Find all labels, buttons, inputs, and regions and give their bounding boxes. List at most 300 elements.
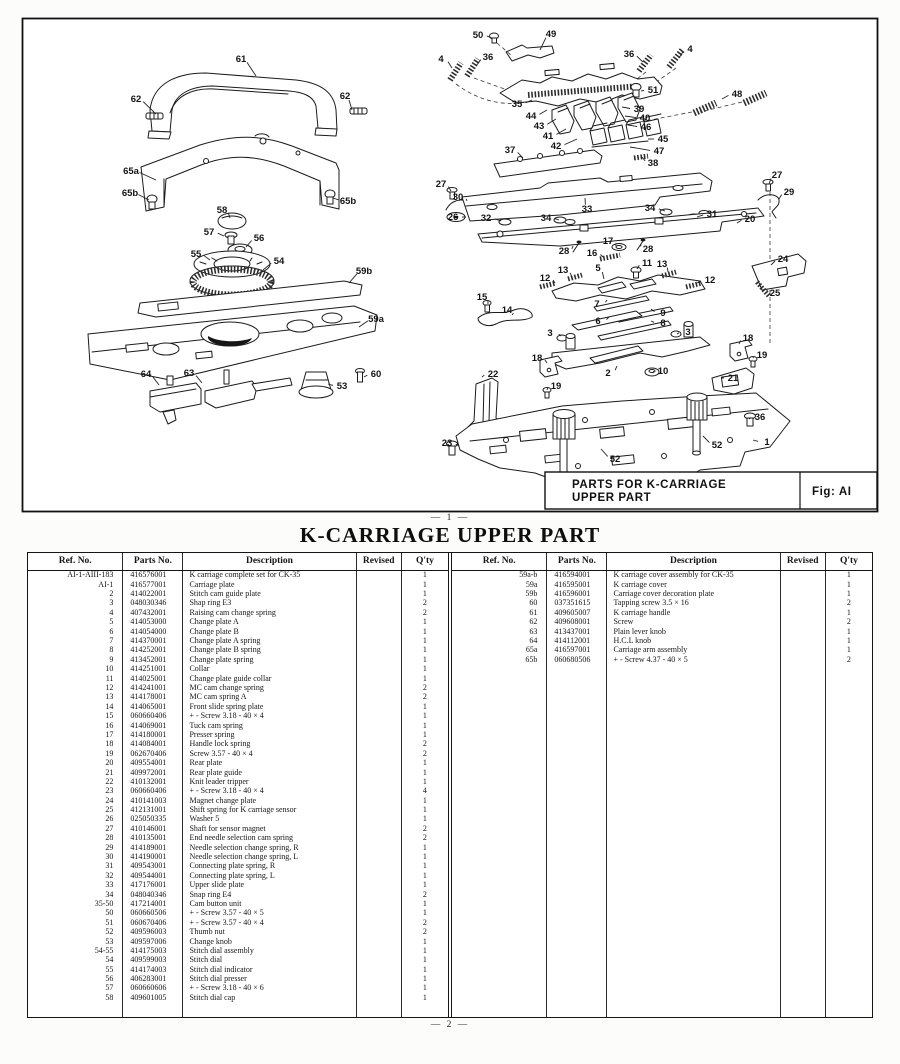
revised-cell <box>356 843 401 852</box>
parts-no-cell: 416576001 <box>123 571 183 581</box>
parts-no-cell: 048040346 <box>123 890 183 899</box>
qty-cell: 2 <box>401 928 448 937</box>
part-ref-label: 19 <box>550 381 562 393</box>
description-cell: Shaft for sensor magnet <box>183 825 356 834</box>
part-ref-label: 28 <box>558 246 570 258</box>
table-row <box>452 656 872 665</box>
qty-cell: 1 <box>401 646 448 655</box>
ref-no-cell: 59a-b <box>519 570 538 580</box>
table-row <box>452 599 872 608</box>
ref-no-cell: 61 <box>529 608 538 617</box>
description-cell: MC cam change spring <box>183 684 356 693</box>
revised-cell <box>356 834 401 843</box>
ref-no-cell: 2 <box>109 589 114 599</box>
description-cell: MC cam spring A <box>183 693 356 702</box>
parts-no-cell: 414069001 <box>123 721 183 730</box>
parts-no-cell: 060680506 <box>547 656 607 665</box>
part-ref-label: 11 <box>641 258 653 270</box>
header-qty: Q'ty <box>825 553 872 571</box>
table-row <box>28 918 448 927</box>
parts-no-cell: 025050335 <box>123 815 183 824</box>
table-row <box>28 890 448 899</box>
revised-cell <box>356 590 401 599</box>
part-ref-label: 61 <box>235 54 247 66</box>
revised-cell <box>780 637 825 646</box>
revised-cell <box>356 721 401 730</box>
revised-cell <box>356 956 401 965</box>
part-ref-label: 34 <box>644 203 656 215</box>
part-ref-label: 30 <box>452 192 464 204</box>
part-ref-label: 38 <box>647 158 659 170</box>
part-ref-label: 6 <box>595 316 601 328</box>
parts-no-cell: 414054000 <box>123 627 183 636</box>
revised-cell <box>356 787 401 796</box>
parts-no-cell: 413452001 <box>123 656 183 665</box>
part-ref-label: 42 <box>550 141 562 153</box>
part-ref-label: 41 <box>542 131 554 143</box>
table-row <box>28 665 448 674</box>
ref-no-cell: 32 <box>105 871 114 880</box>
revised-cell <box>356 637 401 646</box>
part-ref-label: 59b <box>355 266 373 278</box>
revised-cell <box>356 665 401 674</box>
qty-cell: 1 <box>401 778 448 787</box>
qty-cell: 1 <box>401 872 448 881</box>
table-header-row <box>28 553 448 571</box>
revised-cell <box>356 684 401 693</box>
parts-no-cell: 416597001 <box>547 646 607 655</box>
description-cell: K carriage handle <box>607 609 780 618</box>
header-parts-no: Parts No. <box>123 553 183 571</box>
ref-no-cell: 3 <box>109 599 114 608</box>
table-row <box>28 731 448 740</box>
parts-no-cell: 412131001 <box>123 806 183 815</box>
part-ref-label: 32 <box>480 213 492 225</box>
revised-cell <box>356 656 401 665</box>
parts-no-cell: 416594001 <box>547 571 607 581</box>
parts-no-cell: 417176001 <box>123 881 183 890</box>
description-cell: K carriage cover assembly for CK-35 <box>607 571 780 581</box>
description-cell: Stitch dial cap <box>183 994 356 1003</box>
parts-no-cell: 414241001 <box>123 684 183 693</box>
part-ref-label: 12 <box>704 275 716 287</box>
table-row <box>28 712 448 721</box>
table-row <box>28 702 448 711</box>
revised-cell <box>356 815 401 824</box>
table-row <box>28 928 448 937</box>
description-cell: Knit leader tripper <box>183 778 356 787</box>
part-ref-label: 58 <box>216 205 228 217</box>
page-number-1: — 1 — <box>430 513 470 523</box>
parts-no-cell: 414022001 <box>123 590 183 599</box>
part-ref-label: 45 <box>657 134 669 146</box>
description-cell: Shap ring E3 <box>183 599 356 608</box>
qty-cell: 1 <box>401 637 448 646</box>
parts-no-cell: 414190001 <box>123 853 183 862</box>
revised-cell <box>780 656 825 665</box>
revised-cell <box>780 599 825 608</box>
qty-cell: 1 <box>401 656 448 665</box>
revised-cell <box>780 580 825 589</box>
description-cell: + - Screw 3.18 - 40 × 4 <box>183 712 356 721</box>
qty-cell: 2 <box>401 834 448 843</box>
parts-no-cell: 414252001 <box>123 646 183 655</box>
part-ref-label: 22 <box>487 369 499 381</box>
revised-cell <box>356 571 401 581</box>
ref-no-cell: 56 <box>105 974 114 984</box>
part-ref-label: 56 <box>253 233 265 245</box>
description-cell: Plain lever knob <box>607 627 780 636</box>
part-ref-label: 14 <box>501 305 513 317</box>
caption-line2: UPPER PART <box>572 492 652 504</box>
parts-no-cell: 414174003 <box>123 965 183 974</box>
description-cell: Change plate B <box>183 627 356 636</box>
part-ref-label: 4 <box>687 44 693 56</box>
parts-no-cell: 060670406 <box>123 918 183 927</box>
parts-no-cell: 409972001 <box>123 768 183 777</box>
table-row <box>28 637 448 646</box>
description-cell: + - Screw 3.18 - 40 × 4 <box>183 787 356 796</box>
part-ref-label: 63 <box>183 368 195 380</box>
header-description: Description <box>607 553 780 571</box>
part-ref-label: 52 <box>711 440 723 452</box>
qty-cell: 1 <box>401 815 448 824</box>
table-row <box>452 571 872 581</box>
parts-no-cell: 406283001 <box>123 975 183 984</box>
qty-cell: 1 <box>401 712 448 721</box>
qty-cell: 2 <box>825 599 872 608</box>
table-row <box>28 759 448 768</box>
table-row <box>28 853 448 862</box>
ref-no-cell: 62 <box>529 617 538 627</box>
table-header-row <box>452 553 872 571</box>
part-ref-label: 51 <box>647 85 659 97</box>
ref-no-cell: 26 <box>105 815 114 824</box>
description-cell: Thumb nut <box>183 928 356 937</box>
parts-no-cell: 409605007 <box>547 609 607 618</box>
qty-cell: 1 <box>401 994 448 1003</box>
exploded-parts-diagram <box>0 0 900 520</box>
parts-no-cell: 414175003 <box>123 947 183 956</box>
revised-cell <box>356 759 401 768</box>
parts-no-cell: 410146001 <box>123 825 183 834</box>
qty-cell: 1 <box>401 590 448 599</box>
ref-no-cell: 59a <box>525 580 538 589</box>
parts-no-cell: 414189001 <box>123 843 183 852</box>
ref-no-cell: 8 <box>109 646 114 655</box>
part-ref-label: 1 <box>764 437 770 449</box>
qty-cell: 2 <box>825 656 872 665</box>
parts-no-cell: 409544001 <box>123 872 183 881</box>
qty-cell: 2 <box>401 918 448 927</box>
part-ref-label: 33 <box>581 204 593 216</box>
table-row <box>452 646 872 655</box>
revised-cell <box>356 674 401 683</box>
ref-no-cell: 54 <box>105 956 114 965</box>
part-ref-label: 18 <box>742 333 754 345</box>
ref-no-cell: 19 <box>105 749 114 758</box>
qty-cell: 2 <box>401 684 448 693</box>
part-ref-label: 59a <box>368 314 384 326</box>
description-cell: Shift spring for K carriage sensor <box>183 806 356 815</box>
part-ref-label: 60 <box>370 369 382 381</box>
description-cell: Change plate spring <box>183 656 356 665</box>
table-row <box>452 637 872 646</box>
qty-cell: 1 <box>401 900 448 909</box>
description-cell: Change plate A spring <box>183 637 356 646</box>
part-ref-label: 40 <box>639 113 651 125</box>
description-cell: Presser spring <box>183 731 356 740</box>
parts-table <box>27 552 873 1018</box>
table-row <box>452 618 872 627</box>
part-ref-label: 21 <box>727 373 739 385</box>
ref-no-cell: 55 <box>105 965 114 974</box>
revised-cell <box>356 900 401 909</box>
qty-cell: 1 <box>825 590 872 599</box>
part-ref-label: 13 <box>557 265 569 277</box>
qty-cell: 1 <box>401 571 448 581</box>
parts-no-cell: 062670406 <box>123 749 183 758</box>
parts-no-cell: 417214001 <box>123 900 183 909</box>
part-ref-label: 53 <box>336 381 348 393</box>
qty-cell: 1 <box>401 806 448 815</box>
part-ref-label: 65b <box>339 196 357 208</box>
parts-no-cell: 410135001 <box>123 834 183 843</box>
header-revised: Revised <box>780 553 825 571</box>
part-ref-label: 23 <box>441 438 453 450</box>
qty-cell: 1 <box>401 580 448 589</box>
table-row <box>28 580 448 589</box>
ref-no-cell: 14 <box>105 702 114 711</box>
part-ref-label: 39 <box>633 104 645 116</box>
callout-leader-line <box>653 371 654 372</box>
ref-no-cell: 17 <box>105 730 114 739</box>
description-cell: Raising cam change spring <box>183 609 356 618</box>
revised-cell <box>356 627 401 636</box>
parts-no-cell: 409596003 <box>123 928 183 937</box>
qty-cell: 1 <box>401 947 448 956</box>
part-ref-label: 35 <box>511 99 523 111</box>
qty-cell: 1 <box>825 637 872 646</box>
parts-no-cell: 409601005 <box>123 994 183 1003</box>
part-ref-label: 4 <box>438 54 444 66</box>
ref-no-cell: 63 <box>529 627 538 636</box>
part-ref-label: 34 <box>540 213 552 225</box>
ref-no-cell: 4 <box>109 608 114 617</box>
revised-cell <box>356 947 401 956</box>
parts-no-cell: 060660506 <box>123 909 183 918</box>
part-ref-label: 10 <box>657 366 669 378</box>
ref-no-cell: 54-55 <box>94 946 114 955</box>
revised-cell <box>356 778 401 787</box>
table-row <box>28 656 448 665</box>
description-cell: Washer 5 <box>183 815 356 824</box>
revised-cell <box>780 609 825 618</box>
part-ref-label: 28 <box>642 244 654 256</box>
description-cell: + - Screw 3.18 - 40 × 6 <box>183 984 356 993</box>
description-cell: Stitch dial <box>183 956 356 965</box>
description-cell: Magnet change plate <box>183 796 356 805</box>
qty-cell: 1 <box>401 956 448 965</box>
part-ref-label: 24 <box>777 254 789 266</box>
part-ref-label: 31 <box>706 209 718 221</box>
description-cell: Carriage plate <box>183 580 356 589</box>
table-row <box>28 937 448 946</box>
filler-row <box>28 1003 448 1017</box>
parts-no-cell: 410141003 <box>123 796 183 805</box>
ref-no-cell: 33 <box>105 880 114 890</box>
revised-cell <box>356 862 401 871</box>
parts-no-cell: 414178001 <box>123 693 183 702</box>
qty-cell: 1 <box>401 937 448 946</box>
table-row <box>28 646 448 655</box>
part-ref-label: 18 <box>531 353 543 365</box>
part-ref-label: 2 <box>605 368 611 380</box>
description-cell: Tapping screw 3.5 × 16 <box>607 599 780 608</box>
description-cell: H.C.L knob <box>607 637 780 646</box>
part-ref-label: 36 <box>754 412 766 424</box>
revised-cell <box>356 928 401 937</box>
ref-no-cell: 6 <box>109 627 114 636</box>
parts-table-right <box>452 553 872 1017</box>
table-row <box>28 768 448 777</box>
table-row <box>28 693 448 702</box>
qty-cell: 1 <box>401 796 448 805</box>
description-cell: Change plate guide collar <box>183 674 356 683</box>
revised-cell <box>356 909 401 918</box>
revised-cell <box>780 646 825 655</box>
qty-cell: 1 <box>825 609 872 618</box>
ref-no-cell: 52 <box>105 927 114 937</box>
table-row <box>28 787 448 796</box>
qty-cell: 1 <box>401 881 448 890</box>
ref-no-cell: 27 <box>105 824 114 833</box>
revised-cell <box>356 702 401 711</box>
ref-no-cell: 65b <box>525 655 538 664</box>
description-cell: Rear plate <box>183 759 356 768</box>
table-row <box>28 778 448 787</box>
parts-no-cell: 409543001 <box>123 862 183 871</box>
description-cell: + - Screw 3.57 - 40 × 5 <box>183 909 356 918</box>
description-cell: Connecting plate spring, L <box>183 872 356 881</box>
ref-no-cell: 21 <box>105 768 114 777</box>
part-ref-label: 55 <box>190 249 202 261</box>
part-ref-label: 36 <box>623 49 635 61</box>
qty-cell: 2 <box>401 825 448 834</box>
parts-no-cell: 409599003 <box>123 956 183 965</box>
ref-no-cell: 59b <box>525 589 538 599</box>
description-cell: K carriage cover <box>607 580 780 589</box>
revised-cell <box>356 740 401 749</box>
table-row <box>28 975 448 984</box>
parts-no-cell: 414065001 <box>123 702 183 711</box>
part-ref-label: 9 <box>660 308 666 320</box>
part-ref-label: 37 <box>504 145 516 157</box>
ref-no-cell: 7 <box>109 636 114 646</box>
table-row <box>28 721 448 730</box>
parts-no-cell: 060660406 <box>123 787 183 796</box>
revised-cell <box>356 918 401 927</box>
ref-no-cell: 28 <box>105 833 114 843</box>
ref-no-cell: 22 <box>105 777 114 786</box>
table-row <box>452 609 872 618</box>
table-row <box>28 984 448 993</box>
parts-no-cell: 060660606 <box>123 984 183 993</box>
description-cell: Cam button unit <box>183 900 356 909</box>
revised-cell <box>356 872 401 881</box>
part-ref-label: 64 <box>140 369 152 381</box>
qty-cell: 2 <box>401 740 448 749</box>
ref-no-cell: AI-1 <box>98 580 114 589</box>
part-ref-label: 43 <box>533 121 545 133</box>
parts-no-cell: 048030346 <box>123 599 183 608</box>
revised-cell <box>356 994 401 1003</box>
part-ref-label: 54 <box>273 256 285 268</box>
description-cell: Rear plate guide <box>183 768 356 777</box>
callout-leader-line <box>753 356 754 358</box>
header-ref-no: Ref. No. <box>452 553 547 571</box>
table-row <box>28 590 448 599</box>
qty-cell: 1 <box>401 674 448 683</box>
qty-cell: 1 <box>401 731 448 740</box>
revised-cell <box>356 796 401 805</box>
qty-cell: 1 <box>401 965 448 974</box>
description-cell: + - Screw 3.57 - 40 × 4 <box>183 918 356 927</box>
description-cell: Snap ring E4 <box>183 890 356 899</box>
table-row <box>28 909 448 918</box>
parts-no-cell: 409554001 <box>123 759 183 768</box>
part-ref-label: 29 <box>783 187 795 199</box>
description-cell: Carriage arm assembly <box>607 646 780 655</box>
qty-cell: 1 <box>825 571 872 581</box>
revised-cell <box>780 618 825 627</box>
description-cell: K carriage complete set for CK-35 <box>183 571 356 581</box>
ref-no-cell: 15 <box>105 711 114 721</box>
ref-no-cell: 30 <box>105 852 114 862</box>
revised-cell <box>780 590 825 599</box>
revised-cell <box>356 965 401 974</box>
part-ref-label: 36 <box>482 52 494 64</box>
description-cell: Collar <box>183 665 356 674</box>
description-cell: Change plate B spring <box>183 646 356 655</box>
ref-no-cell: 12 <box>105 683 114 692</box>
diagram-caption-box <box>545 472 877 509</box>
description-cell: Change knob <box>183 937 356 946</box>
description-cell: Tuck cam spring <box>183 721 356 730</box>
description-cell: Screw 3.57 - 40 × 4 <box>183 749 356 758</box>
ref-no-cell: 51 <box>105 918 114 927</box>
description-cell: Front slide spring plate <box>183 702 356 711</box>
qty-cell: 1 <box>401 627 448 636</box>
ref-no-cell: 29 <box>105 843 114 852</box>
part-ref-label: 48 <box>731 89 743 101</box>
revised-cell <box>356 618 401 627</box>
parts-no-cell: 414251001 <box>123 665 183 674</box>
table-row <box>28 881 448 890</box>
revised-cell <box>356 580 401 589</box>
table-row <box>28 599 448 608</box>
ref-no-cell: 64 <box>529 636 538 646</box>
parts-no-cell: 407432001 <box>123 609 183 618</box>
qty-cell: 1 <box>401 665 448 674</box>
table-row <box>28 956 448 965</box>
part-ref-label: 57 <box>203 227 215 239</box>
part-ref-label: 8 <box>660 318 666 330</box>
revised-cell <box>780 627 825 636</box>
qty-cell: 2 <box>401 599 448 608</box>
table-row <box>28 571 448 581</box>
qty-cell: 1 <box>401 702 448 711</box>
